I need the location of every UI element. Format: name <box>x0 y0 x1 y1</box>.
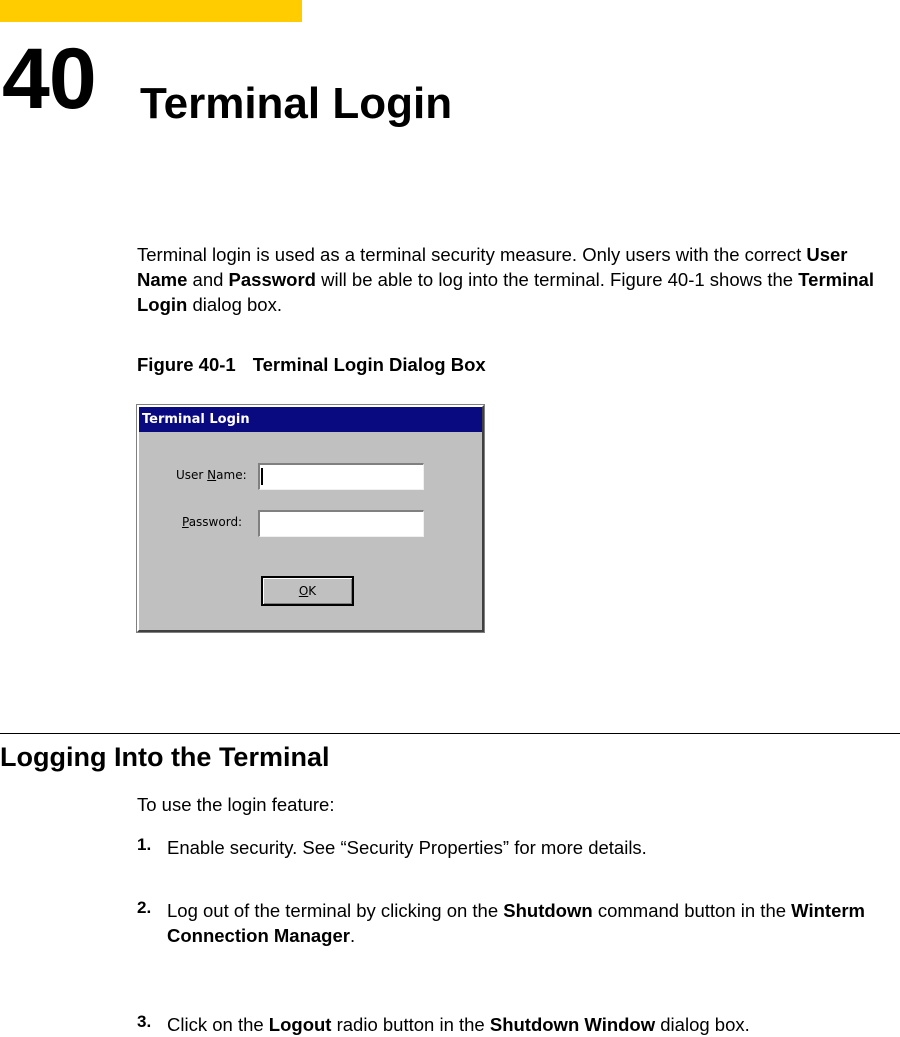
shutdown-window-term: Shutdown Window <box>489 1014 656 1035</box>
step-text: . <box>349 925 356 946</box>
ok-button[interactable] <box>261 576 354 606</box>
step-text: Log out of the terminal by clicking on the <box>167 900 504 921</box>
step-number: 3. <box>137 1012 152 1031</box>
logout-term: Logout <box>268 1014 332 1035</box>
step-text: Click on the <box>167 1014 269 1035</box>
winterm-connection-manager-term: Winterm Connection Manager <box>167 900 866 946</box>
user-name-input[interactable] <box>258 463 424 490</box>
intro-user-name-term: User Name <box>137 244 848 290</box>
user-name-label-access-key: N <box>207 468 217 482</box>
chapter-title: Terminal Login <box>140 79 453 128</box>
section-divider <box>0 733 900 734</box>
steps-list <box>137 835 877 1035</box>
shutdown-term: Shutdown <box>503 900 593 921</box>
figure-label: Figure 40-1 <box>137 354 236 375</box>
intro-text: and <box>187 269 229 290</box>
intro-text: Terminal login is used as a terminal security measure. Only users with the correct <box>137 244 807 265</box>
intro-paragraph <box>137 242 897 317</box>
password-input[interactable] <box>258 510 424 537</box>
password-label-text: assword: <box>188 515 243 529</box>
password-label <box>182 515 242 529</box>
step-number: 2. <box>137 898 152 917</box>
chapter-accent-bar <box>0 0 302 22</box>
intro-terminal-login-term: Terminal Login <box>137 269 874 315</box>
step-text: dialog box. <box>655 1014 750 1035</box>
figure-caption <box>137 354 486 376</box>
ok-button-access-key: O <box>298 584 309 598</box>
user-name-label <box>176 468 247 482</box>
user-name-label-text: ame: <box>216 468 247 482</box>
user-name-label-text: User <box>176 468 208 482</box>
ok-button-label: K <box>308 584 317 598</box>
password-label-access-key: P <box>182 515 189 529</box>
use-intro-text: To use the login feature: <box>137 794 335 815</box>
step-number: 1. <box>137 835 152 854</box>
text-caret <box>261 468 263 485</box>
section-title: Logging Into the Terminal <box>0 742 330 772</box>
step-text: radio button in the <box>331 1014 490 1035</box>
intro-password-term: Password <box>228 269 316 290</box>
step-item <box>137 835 877 860</box>
chapter-number: 40 <box>2 31 96 127</box>
figure-caption-text: Terminal Login Dialog Box <box>252 354 486 375</box>
terminal-login-dialog <box>137 405 484 632</box>
step-text: command button in the <box>592 900 792 921</box>
step-item <box>137 1012 877 1037</box>
dialog-title-bar: Terminal Login <box>139 407 482 432</box>
intro-text: will be able to log into the terminal. Figure 40-1 shows the <box>315 269 799 290</box>
step-item <box>137 898 877 948</box>
intro-text: dialog box. <box>187 294 282 315</box>
step-text: Enable security. See “Security Properties” for more details. <box>167 837 647 858</box>
